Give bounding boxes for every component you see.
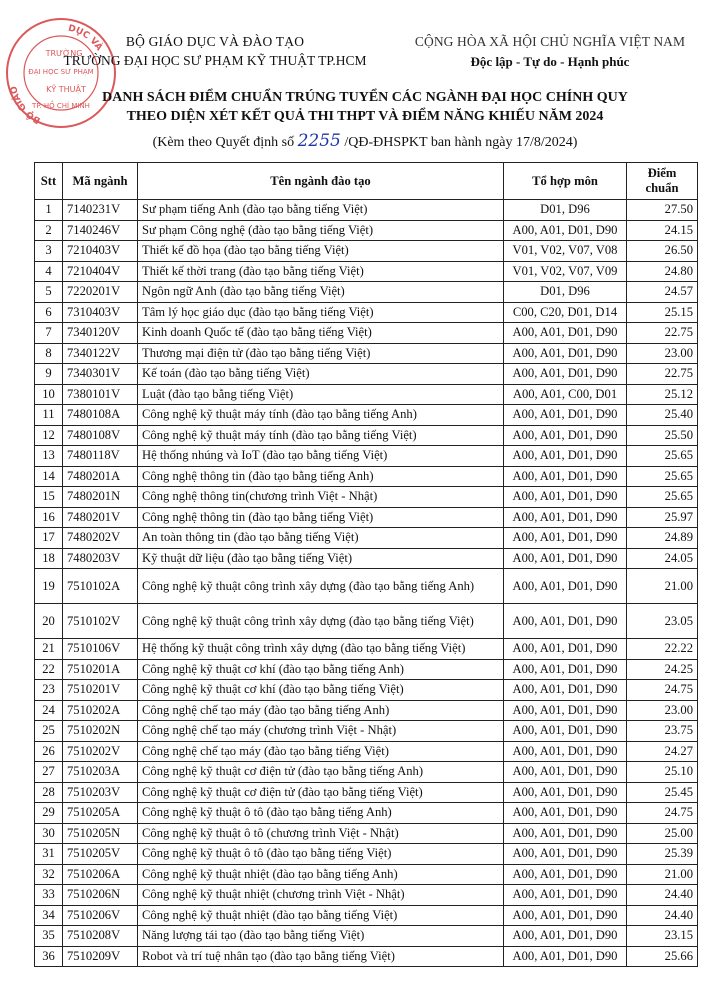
row-major-name: Công nghệ kỹ thuật cơ điện tử (đào tạo bằng tiếng Việt) (138, 782, 504, 803)
table-row (35, 220, 698, 241)
row-major-code: 7380101V (63, 384, 138, 405)
row-subject-combination: A00, A01, D01, D90 (504, 323, 627, 344)
row-subject-combination: A00, A01, D01, D90 (504, 604, 627, 639)
row-stt: 17 (35, 528, 63, 549)
row-cutoff-score: 22.22 (627, 639, 698, 660)
row-cutoff-score: 25.45 (627, 782, 698, 803)
decision-number-handwritten: 2255 (297, 131, 341, 151)
decision-reference (20, 131, 710, 151)
row-major-code: 7510203V (63, 782, 138, 803)
row-cutoff-score: 26.50 (627, 241, 698, 262)
row-major-code: 7510202A (63, 700, 138, 721)
row-stt: 28 (35, 782, 63, 803)
row-cutoff-score: 22.75 (627, 323, 698, 344)
table-row (35, 261, 698, 282)
row-major-name: Thương mại điện tử (đào tạo bằng tiếng Việt) (138, 343, 504, 364)
table-row (35, 604, 698, 639)
row-stt: 13 (35, 446, 63, 467)
row-subject-combination: A00, A01, D01, D90 (504, 680, 627, 701)
table-row (35, 425, 698, 446)
row-cutoff-score: 24.57 (627, 282, 698, 303)
row-stt: 10 (35, 384, 63, 405)
row-stt: 26 (35, 741, 63, 762)
table-row (35, 200, 698, 221)
table-row (35, 639, 698, 660)
row-major-code: 7510106V (63, 639, 138, 660)
row-stt: 2 (35, 220, 63, 241)
row-subject-combination: A00, A01, D01, D90 (504, 823, 627, 844)
row-subject-combination: A00, A01, D01, D90 (504, 864, 627, 885)
table-row (35, 823, 698, 844)
row-subject-combination: A00, A01, D01, D90 (504, 926, 627, 947)
row-major-name: Công nghệ chế tạo máy (đào tạo bằng tiếng Việt) (138, 741, 504, 762)
row-stt: 24 (35, 700, 63, 721)
table-row (35, 302, 698, 323)
table-row (35, 528, 698, 549)
row-major-code: 7510201V (63, 680, 138, 701)
row-cutoff-score: 25.65 (627, 487, 698, 508)
row-cutoff-score: 25.10 (627, 762, 698, 783)
table-row (35, 487, 698, 508)
row-stt: 6 (35, 302, 63, 323)
row-major-name: Năng lượng tái tạo (đào tạo bằng tiếng Việt) (138, 926, 504, 947)
row-major-name: Kỹ thuật dữ liệu (đào tạo bằng tiếng Việt) (138, 548, 504, 569)
row-subject-combination: A00, A01, D01, D90 (504, 639, 627, 660)
row-subject-combination: A00, A01, D01, D90 (504, 425, 627, 446)
row-major-code: 7510206N (63, 885, 138, 906)
row-stt: 1 (35, 200, 63, 221)
row-cutoff-score: 24.05 (627, 548, 698, 569)
ministry-name: BỘ GIÁO DỤC VÀ ĐÀO TẠO (125, 34, 305, 49)
table-row (35, 803, 698, 824)
row-cutoff-score: 24.40 (627, 905, 698, 926)
row-stt: 20 (35, 604, 63, 639)
row-major-code: 7510203A (63, 762, 138, 783)
row-cutoff-score: 24.75 (627, 680, 698, 701)
issuer-header (60, 34, 370, 69)
row-major-name: Công nghệ kỹ thuật nhiệt (chương trình Việt - Nhật) (138, 885, 504, 906)
row-major-name: Tâm lý học giáo dục (đào tạo bằng tiếng Việt) (138, 302, 504, 323)
row-major-name: Thiết kế đồ họa (đào tạo bằng tiếng Việt) (138, 241, 504, 262)
row-cutoff-score: 23.75 (627, 721, 698, 742)
row-stt: 27 (35, 762, 63, 783)
row-major-name: Công nghệ kỹ thuật nhiệt (đào tạo bằng tiếng Anh) (138, 864, 504, 885)
row-subject-combination: A00, A01, D01, D90 (504, 844, 627, 865)
row-stt: 36 (35, 946, 63, 967)
row-major-code: 7480203V (63, 548, 138, 569)
row-subject-combination: A00, A01, D01, D90 (504, 220, 627, 241)
row-subject-combination: A00, A01, D01, D90 (504, 721, 627, 742)
table-row (35, 364, 698, 385)
row-subject-combination: A00, A01, D01, D90 (504, 487, 627, 508)
row-major-name: Công nghệ kỹ thuật máy tính (đào tạo bằng tiếng Anh) (138, 405, 504, 426)
row-major-code: 7510102A (63, 569, 138, 604)
table-row (35, 782, 698, 803)
row-major-code: 7510201A (63, 659, 138, 680)
document-title-line-1: DANH SÁCH ĐIỂM CHUẨN TRÚNG TUYỂN CÁC NGÀNH ĐẠI HỌC CHÍNH QUY (102, 90, 628, 105)
row-major-code: 7480118V (63, 446, 138, 467)
row-major-code: 7340301V (63, 364, 138, 385)
row-cutoff-score: 24.15 (627, 220, 698, 241)
table-body (35, 200, 698, 967)
row-major-code: 7340120V (63, 323, 138, 344)
table-header-row (35, 163, 698, 200)
row-subject-combination: A00, A01, D01, D90 (504, 507, 627, 528)
row-major-code: 7140231V (63, 200, 138, 221)
row-cutoff-score: 25.39 (627, 844, 698, 865)
row-subject-combination: A00, A01, D01, D90 (504, 782, 627, 803)
table-row (35, 700, 698, 721)
decision-prefix: (Kèm theo Quyết định số (152, 135, 295, 150)
row-subject-combination: V01, V02, V07, V09 (504, 261, 627, 282)
row-subject-combination: A00, A01, D01, D90 (504, 803, 627, 824)
row-stt: 3 (35, 241, 63, 262)
row-major-code: 7510208V (63, 926, 138, 947)
row-stt: 23 (35, 680, 63, 701)
row-subject-combination: A00, A01, D01, D90 (504, 446, 627, 467)
row-major-name: Công nghệ thông tin(chương trình Việt - Nhật) (138, 487, 504, 508)
decision-suffix: /QĐ-ĐHSPKT ban hành ngày 17/8/2024) (344, 135, 578, 150)
row-major-name: Công nghệ kỹ thuật ô tô (đào tạo bằng tiếng Việt) (138, 844, 504, 865)
table-row (35, 680, 698, 701)
row-major-name: Sư phạm Công nghệ (đào tạo bằng tiếng Việt) (138, 220, 504, 241)
row-stt: 25 (35, 721, 63, 742)
seal-line-2: ĐẠI HỌC SƯ PHẠM (28, 68, 94, 76)
table-row (35, 569, 698, 604)
seal-line-4: TP. HỒ CHÍ MINH (32, 102, 90, 110)
row-major-name: Kế toán (đào tạo bằng tiếng Việt) (138, 364, 504, 385)
row-major-name: Công nghệ kỹ thuật công trình xây dựng (đào tạo bằng tiếng Việt) (138, 604, 504, 639)
table-row (35, 241, 698, 262)
row-cutoff-score: 24.27 (627, 741, 698, 762)
row-cutoff-score: 25.12 (627, 384, 698, 405)
row-cutoff-score: 25.65 (627, 466, 698, 487)
table-row (35, 384, 698, 405)
row-cutoff-score: 25.40 (627, 405, 698, 426)
row-stt: 14 (35, 466, 63, 487)
row-major-code: 7510205A (63, 803, 138, 824)
row-subject-combination: V01, V02, V07, V08 (504, 241, 627, 262)
row-subject-combination: A00, A01, D01, D90 (504, 659, 627, 680)
row-cutoff-score: 22.75 (627, 364, 698, 385)
row-subject-combination: A00, A01, D01, D90 (504, 466, 627, 487)
row-stt: 5 (35, 282, 63, 303)
row-cutoff-score: 27.50 (627, 200, 698, 221)
row-major-name: Công nghệ kỹ thuật cơ khí (đào tạo bằng tiếng Việt) (138, 680, 504, 701)
table-row (35, 844, 698, 865)
row-major-name: Công nghệ kỹ thuật nhiệt (đào tạo bằng tiếng Việt) (138, 905, 504, 926)
header-major-name: Tên ngành đào tạo (138, 163, 504, 200)
row-major-name: Công nghệ chế tạo máy (chương trình Việt - Nhật) (138, 721, 504, 742)
row-major-code: 7510202N (63, 721, 138, 742)
row-major-name: Sư phạm tiếng Anh (đào tạo bằng tiếng Việt) (138, 200, 504, 221)
row-cutoff-score: 23.00 (627, 343, 698, 364)
row-cutoff-score: 24.40 (627, 885, 698, 906)
row-subject-combination: A00, A01, D01, D90 (504, 700, 627, 721)
table-row (35, 282, 698, 303)
row-major-code: 7220201V (63, 282, 138, 303)
row-major-name: Công nghệ kỹ thuật cơ điện tử (đào tạo bằng tiếng Anh) (138, 762, 504, 783)
row-major-code: 7480201N (63, 487, 138, 508)
row-cutoff-score: 25.15 (627, 302, 698, 323)
row-subject-combination: D01, D96 (504, 282, 627, 303)
row-cutoff-score: 23.15 (627, 926, 698, 947)
row-subject-combination: A00, A01, D01, D90 (504, 569, 627, 604)
row-major-code: 7510205V (63, 844, 138, 865)
header-subject-combination: Tổ hợp môn (504, 163, 627, 200)
row-cutoff-score: 25.00 (627, 823, 698, 844)
table-row (35, 446, 698, 467)
row-cutoff-score: 25.65 (627, 446, 698, 467)
row-stt: 30 (35, 823, 63, 844)
row-major-code: 7480201V (63, 507, 138, 528)
row-major-name: Ngôn ngữ Anh (đào tạo bằng tiếng Việt) (138, 282, 504, 303)
row-major-code: 7480202V (63, 528, 138, 549)
row-major-code: 7210403V (63, 241, 138, 262)
table-row (35, 548, 698, 569)
row-major-name: Công nghệ kỹ thuật ô tô (đào tạo bằng tiếng Anh) (138, 803, 504, 824)
row-cutoff-score: 24.75 (627, 803, 698, 824)
national-header (400, 34, 700, 70)
row-subject-combination: A00, A01, D01, D90 (504, 343, 627, 364)
row-stt: 7 (35, 323, 63, 344)
row-major-name: Công nghệ kỹ thuật công trình xây dựng (đào tạo bằng tiếng Anh) (138, 569, 504, 604)
table-row (35, 659, 698, 680)
table-row (35, 926, 698, 947)
row-subject-combination: A00, A01, D01, D90 (504, 528, 627, 549)
row-stt: 33 (35, 885, 63, 906)
national-motto: Độc lập - Tự do - Hạnh phúc (470, 54, 630, 69)
university-name: TRƯỜNG ĐẠI HỌC SƯ PHẠM KỸ THUẬT TP.HCM (63, 53, 367, 68)
row-cutoff-score: 25.50 (627, 425, 698, 446)
row-major-name: Hệ thống kỹ thuật công trình xây dựng (đào tạo bằng tiếng Việt) (138, 639, 504, 660)
row-major-code: 7510206A (63, 864, 138, 885)
row-stt: 35 (35, 926, 63, 947)
table-row (35, 885, 698, 906)
row-major-name: Công nghệ thông tin (đào tạo bằng tiếng Anh) (138, 466, 504, 487)
row-major-code: 7510209V (63, 946, 138, 967)
row-subject-combination: A00, A01, D01, D90 (504, 885, 627, 906)
row-cutoff-score: 24.25 (627, 659, 698, 680)
row-subject-combination: C00, C20, D01, D14 (504, 302, 627, 323)
seal-outer-top: DỤC VÀ (66, 23, 104, 53)
row-stt: 4 (35, 261, 63, 282)
row-stt: 32 (35, 864, 63, 885)
row-stt: 31 (35, 844, 63, 865)
header-stt: Stt (35, 163, 63, 200)
header-major-code: Mã ngành (63, 163, 138, 200)
row-major-name: An toàn thông tin (đào tạo bằng tiếng Việt) (138, 528, 504, 549)
row-stt: 18 (35, 548, 63, 569)
row-major-code: 7480108A (63, 405, 138, 426)
row-stt: 15 (35, 487, 63, 508)
table-row (35, 507, 698, 528)
row-stt: 22 (35, 659, 63, 680)
row-cutoff-score: 24.89 (627, 528, 698, 549)
table-row (35, 323, 698, 344)
row-stt: 19 (35, 569, 63, 604)
row-cutoff-score: 21.00 (627, 864, 698, 885)
row-stt: 21 (35, 639, 63, 660)
document-title-line-2: THEO DIỆN XÉT KẾT QUẢ THI THPT VÀ ĐIỂM NĂNG KHIẾU NĂM 2024 (126, 109, 604, 124)
table-row (35, 466, 698, 487)
header-score-line-2: chuẩn (645, 181, 679, 195)
row-cutoff-score: 25.97 (627, 507, 698, 528)
table-row (35, 721, 698, 742)
row-stt: 34 (35, 905, 63, 926)
row-major-code: 7480108V (63, 425, 138, 446)
header-cutoff-score (627, 163, 698, 200)
seal-line-3: KỸ THUẬT (46, 85, 86, 94)
row-major-name: Thiết kế thời trang (đào tạo bằng tiếng Việt) (138, 261, 504, 282)
table-row (35, 343, 698, 364)
row-major-code: 7340122V (63, 343, 138, 364)
row-stt: 16 (35, 507, 63, 528)
row-stt: 29 (35, 803, 63, 824)
row-subject-combination: A00, A01, D01, D90 (504, 762, 627, 783)
row-stt: 9 (35, 364, 63, 385)
row-cutoff-score: 23.00 (627, 700, 698, 721)
row-cutoff-score: 25.66 (627, 946, 698, 967)
table-row (35, 405, 698, 426)
seal-outer-left: BỘ GIÁO (9, 84, 43, 125)
row-subject-combination: A00, A01, D01, D90 (504, 548, 627, 569)
row-major-code: 7210404V (63, 261, 138, 282)
header-score-line-1: Điểm (647, 166, 677, 180)
row-subject-combination: A00, A01, D01, D90 (504, 905, 627, 926)
row-subject-combination: A00, A01, D01, D90 (504, 946, 627, 967)
row-cutoff-score: 21.00 (627, 569, 698, 604)
row-major-name: Kinh doanh Quốc tế (đào tạo bằng tiếng Việt) (138, 323, 504, 344)
table-row (35, 946, 698, 967)
row-major-name: Hệ thống nhúng và IoT (đào tạo bằng tiếng Việt) (138, 446, 504, 467)
row-major-code: 7510202V (63, 741, 138, 762)
row-stt: 11 (35, 405, 63, 426)
row-subject-combination: D01, D96 (504, 200, 627, 221)
table-row (35, 905, 698, 926)
republic-name: CỘNG HÒA XÃ HỘI CHỦ NGHĨA VIỆT NAM (414, 34, 686, 49)
row-major-code: 7510205N (63, 823, 138, 844)
row-subject-combination: A00, A01, D01, D90 (504, 405, 627, 426)
row-cutoff-score: 24.80 (627, 261, 698, 282)
row-major-name: Công nghệ thông tin (đào tạo bằng tiếng Việt) (138, 507, 504, 528)
row-cutoff-score: 23.05 (627, 604, 698, 639)
row-major-name: Luật (đào tạo bằng tiếng Việt) (138, 384, 504, 405)
table-row (35, 741, 698, 762)
row-major-name: Công nghệ chế tạo máy (đào tạo bằng tiếng Anh) (138, 700, 504, 721)
admission-score-table (34, 162, 698, 967)
row-major-name: Công nghệ kỹ thuật cơ khí (đào tạo bằng tiếng Anh) (138, 659, 504, 680)
row-stt: 12 (35, 425, 63, 446)
row-major-code: 7140246V (63, 220, 138, 241)
seal-line-1: TRƯỜNG (45, 49, 83, 58)
row-major-name: Công nghệ kỹ thuật máy tính (đào tạo bằng tiếng Việt) (138, 425, 504, 446)
table-row (35, 762, 698, 783)
table-row (35, 864, 698, 885)
row-subject-combination: A00, A01, D01, D90 (504, 741, 627, 762)
row-major-name: Robot và trí tuệ nhân tạo (đào tạo bằng tiếng Việt) (138, 946, 504, 967)
row-major-name: Công nghệ kỹ thuật ô tô (chương trình Việt - Nhật) (138, 823, 504, 844)
row-major-code: 7480201A (63, 466, 138, 487)
row-major-code: 7510206V (63, 905, 138, 926)
row-stt: 8 (35, 343, 63, 364)
row-major-code: 7310403V (63, 302, 138, 323)
row-subject-combination: A00, A01, D01, D90 (504, 364, 627, 385)
row-subject-combination: A00, A01, C00, D01 (504, 384, 627, 405)
row-major-code: 7510102V (63, 604, 138, 639)
